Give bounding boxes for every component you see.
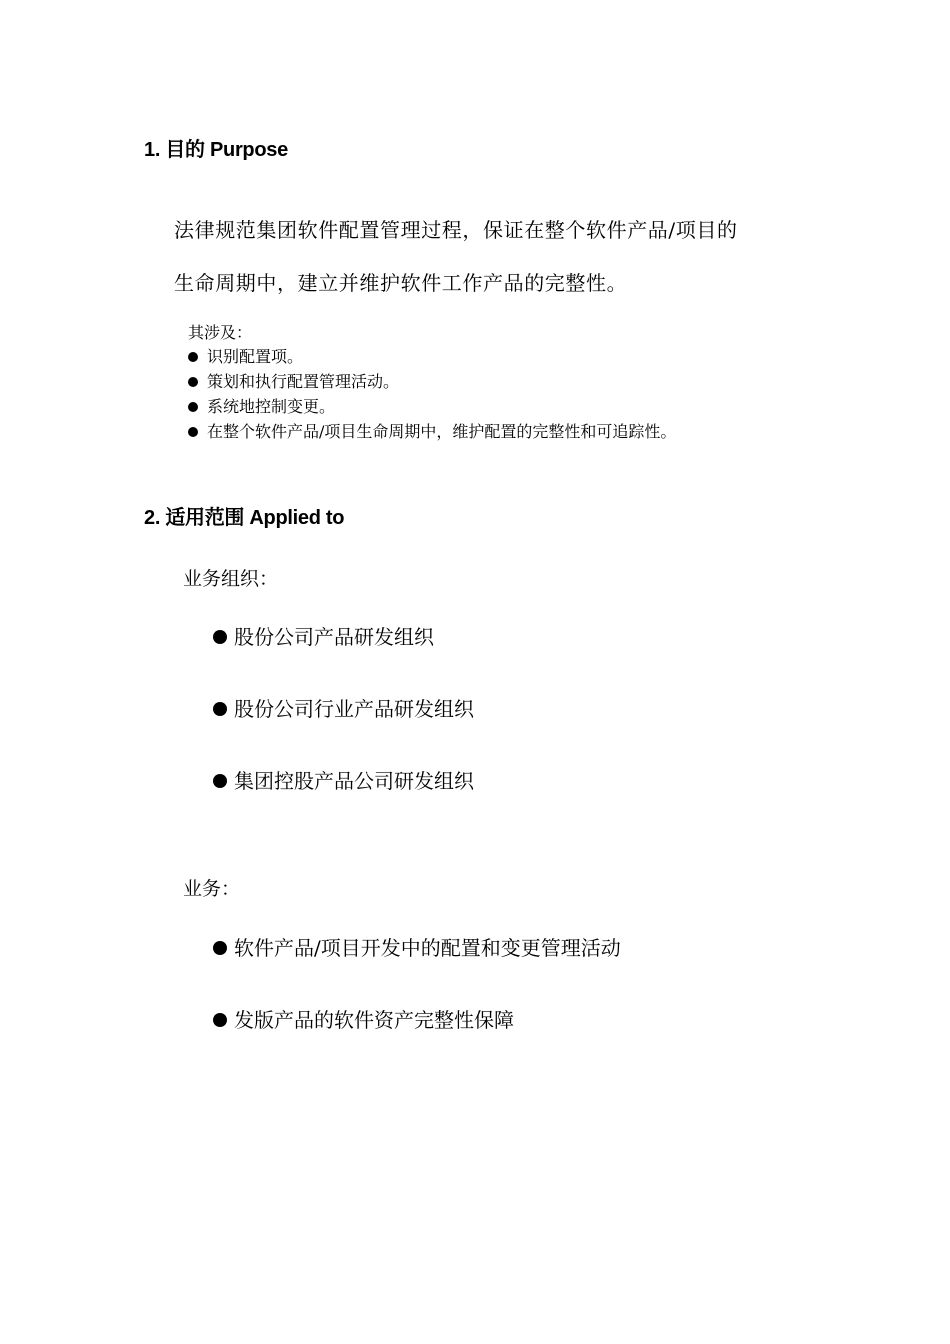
list-item (188, 344, 676, 369)
involves-list (188, 344, 676, 444)
list-item-text: 识别配置项。 (207, 347, 304, 366)
list-item-text: 策划和执行配置管理活动。 (207, 372, 400, 391)
biz-list (213, 936, 621, 1080)
bullet-icon (213, 630, 227, 644)
purpose-paragraph (174, 204, 814, 310)
list-item-text: 集团控股产品公司研发组织 (234, 769, 474, 793)
list-item (188, 419, 676, 444)
bullet-icon (188, 377, 198, 387)
biz-label: 业务： (183, 878, 241, 900)
bullet-icon (213, 774, 227, 788)
list-item-text: 软件产品/项目开发中的配置和变更管理活动 (234, 936, 621, 960)
purpose-line-1: 法律规范集团软件配置管理过程，保证在整个软件产品/项目的 (174, 218, 738, 242)
list-item (213, 936, 621, 960)
list-item-text: 在整个软件产品/项目生命周期中，维护配置的完整性和可追踪性。 (207, 422, 677, 441)
bullet-icon (188, 402, 198, 412)
list-item (213, 697, 474, 721)
list-item (188, 369, 676, 394)
list-item (213, 769, 474, 793)
list-item (213, 1008, 621, 1032)
bullet-icon (188, 427, 198, 437)
list-item-text: 股份公司产品研发组织 (234, 625, 434, 649)
list-item-text: 股份公司行业产品研发组织 (234, 697, 474, 721)
bullet-icon (188, 352, 198, 362)
org-label: 业务组织： (183, 568, 279, 590)
bullet-icon (213, 941, 227, 955)
involves-label: 其涉及： (188, 323, 253, 342)
org-list (213, 625, 474, 841)
purpose-line-2: 生命周期中，建立并维护软件工作产品的完整性。 (174, 271, 628, 295)
list-item (188, 394, 676, 419)
bullet-icon (213, 1013, 227, 1027)
list-item-text: 发版产品的软件资产完整性保障 (234, 1008, 514, 1032)
list-item-text: 系统地控制变更。 (207, 397, 336, 416)
bullet-icon (213, 702, 227, 716)
purpose-heading: 1. 目的 Purpose (144, 139, 288, 161)
scope-heading: 2. 适用范围 Applied to (144, 507, 345, 529)
list-item (213, 625, 474, 649)
